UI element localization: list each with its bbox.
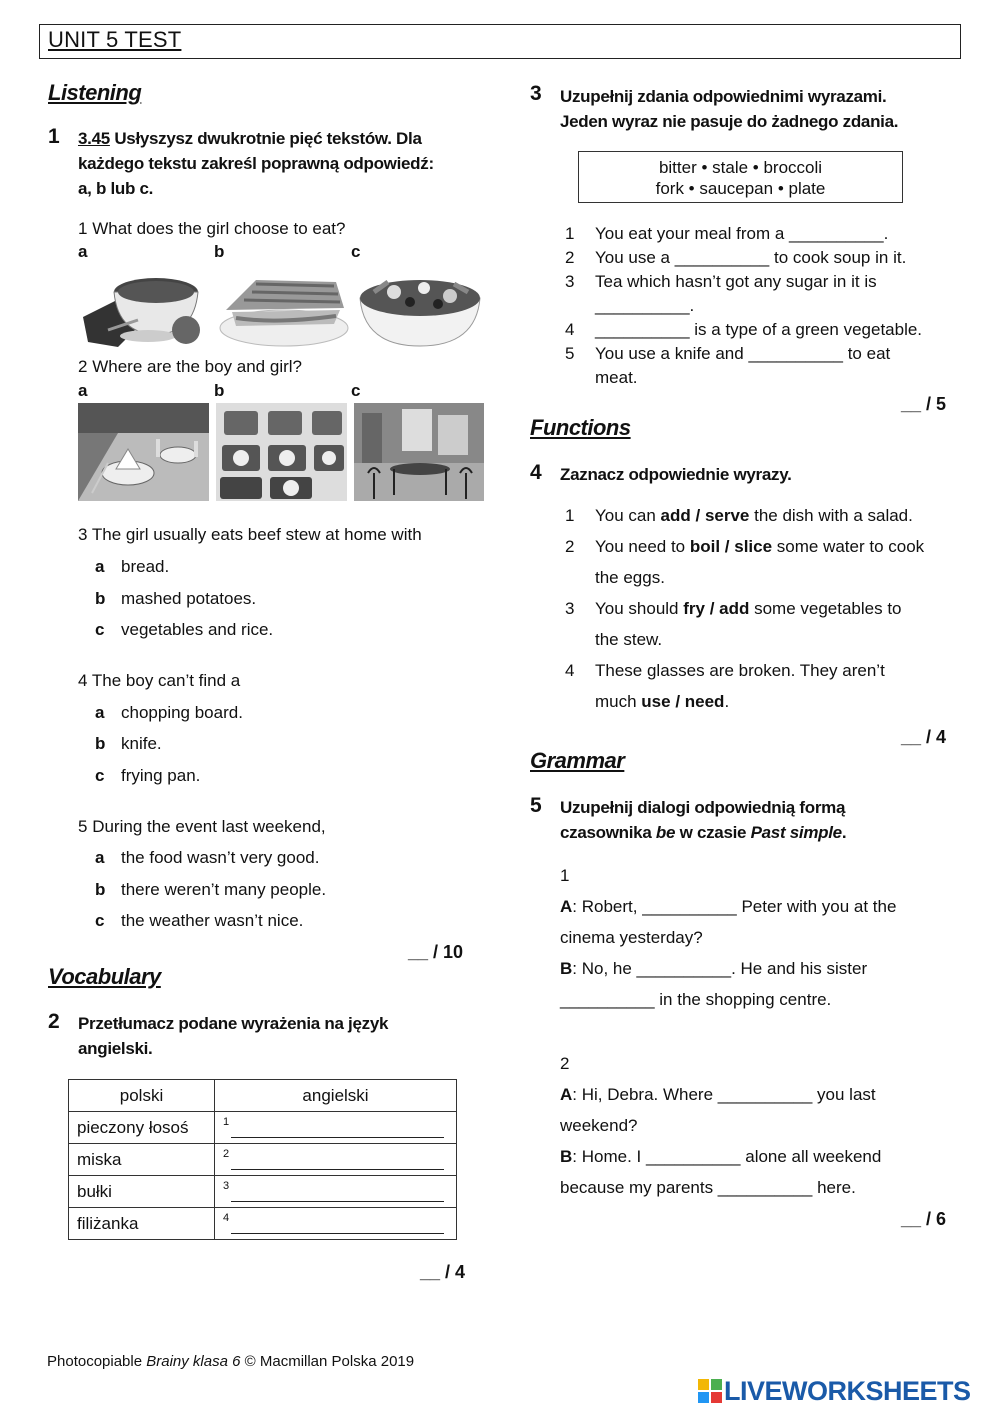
- option-letter-b: b: [214, 381, 225, 400]
- option-a[interactable]: a the food wasn’t very good.: [95, 848, 320, 867]
- exercise-number: 3: [530, 82, 542, 105]
- dialog-line[interactable]: B: No, he __________. He and his sister: [560, 959, 868, 978]
- option-a[interactable]: a bread.: [95, 557, 170, 576]
- option-b[interactable]: b there weren’t many people.: [95, 880, 327, 899]
- option-b[interactable]: b knife.: [95, 734, 162, 753]
- dialog-line: cinema yesterday?: [560, 928, 703, 947]
- choice-words[interactable]: use / need: [641, 692, 725, 711]
- table-header-row: [69, 1080, 457, 1112]
- choice-words[interactable]: fry / add: [683, 599, 750, 618]
- grammar-instruction: Uzupełnij dialogi odpowiednią formą czasownika be w czasie Past simple.: [560, 798, 847, 842]
- answer-cell[interactable]: 4: [215, 1208, 457, 1240]
- answer-line[interactable]: [231, 1233, 444, 1234]
- dialog-line[interactable]: B: Home. I __________ alone all weekend: [560, 1147, 882, 1166]
- option-letter-c: c: [351, 242, 361, 261]
- option-c[interactable]: c frying pan.: [95, 766, 201, 785]
- vocabulary-instruction: Przetłumacz podane wyrażenia na język angielski.: [78, 1014, 389, 1058]
- liveworksheets-logo[interactable]: LIVEWORKSHEETS: [698, 1376, 971, 1407]
- exercise-number: 1: [48, 125, 60, 148]
- dialog-line[interactable]: A: Robert, __________ Peter with you at the: [560, 897, 897, 916]
- dialog-line: weekend?: [560, 1116, 638, 1135]
- track-number: 3.45: [78, 129, 110, 148]
- dialog-2: [560, 1048, 881, 1203]
- sentence-item: 3 You should fry / add some vegetables to: [565, 599, 902, 618]
- listening-heading: Listening: [48, 80, 142, 105]
- listening-question-2: 2 Where are the boy and girl?: [78, 357, 302, 376]
- sentence-item[interactable]: 3 Tea which hasn’t got any sugar in it is: [565, 272, 877, 291]
- listening-question-1: 1 What does the girl choose to eat?: [78, 219, 346, 238]
- choice-words[interactable]: boil / slice: [689, 537, 773, 556]
- exercise-3-items: 1 You eat your meal from a __________. 2 You use a __________ to cook soup in it. 3 Tea which hasn’t got any sugar in it is __________. 4 __________ is a type of a green vegetable. 5 You use a knife and __________ to eat meat.: [565, 224, 923, 387]
- table-row: [69, 1176, 457, 1208]
- sentence-item: 2 You need to boil / slice some water to cook: [565, 537, 925, 556]
- dialog-line[interactable]: A: Hi, Debra. Where __________ you last: [560, 1085, 876, 1104]
- dialog-line[interactable]: because my parents __________ here.: [560, 1178, 856, 1197]
- vocabulary-table: [68, 1079, 457, 1240]
- listening-score: __ / 10: [408, 942, 464, 962]
- exercise-number: 4: [530, 461, 542, 484]
- table-row: [69, 1112, 457, 1144]
- sentence-item[interactable]: 2 You use a __________ to cook soup in it.: [565, 248, 907, 267]
- column-header-angielski: angielski: [215, 1080, 457, 1112]
- sentence-item: 1 You can add / serve the dish with a salad.: [565, 506, 913, 525]
- listening-question-4: 4 The boy can’t find a: [78, 671, 241, 690]
- copyright-footer: Photocopiable Brainy klasa 6 © Macmillan Polska 2019: [47, 1353, 415, 1370]
- option-a[interactable]: a chopping board.: [95, 703, 243, 722]
- sandwich-image[interactable]: [216, 262, 350, 350]
- option-letter-b: b: [214, 242, 225, 261]
- listening-question-5: 5 During the event last weekend,: [78, 817, 326, 836]
- dialog-number: 2: [560, 1054, 570, 1073]
- salad-image[interactable]: [354, 262, 484, 350]
- sentence-item: 4 These glasses are broken. They aren’t: [565, 661, 885, 680]
- option-letter-c: c: [351, 381, 361, 400]
- functions-items: 1 You can add / serve the dish with a salad. 2 You need to boil / slice some water to cook the eggs. 3 You should fry / add some vegetables to the stew. 4 These glasses are broken. They aren’t much use / need.: [565, 500, 924, 717]
- option-letter-a: a: [78, 381, 88, 400]
- answer-line[interactable]: [231, 1169, 444, 1170]
- column-header-polski: polski: [69, 1080, 215, 1112]
- exercise-number: 2: [48, 1010, 60, 1033]
- polish-word: pieczony łosoś: [69, 1112, 215, 1144]
- option-c[interactable]: c the weather wasn’t nice.: [95, 911, 304, 930]
- polish-word: filiżanka: [69, 1208, 215, 1240]
- dialog-1: [560, 860, 896, 1015]
- option-c[interactable]: c vegetables and rice.: [95, 620, 274, 639]
- option-letter-a: a: [78, 242, 88, 261]
- sentence-item[interactable]: 1 You eat your meal from a __________.: [565, 224, 889, 243]
- exercise-3-score: __ / 5: [901, 394, 947, 414]
- exercise-number: 5: [530, 794, 542, 817]
- restaurant-table-image[interactable]: [78, 403, 209, 501]
- word-box: bitter • stale • broccoli fork • saucepan • plate: [578, 151, 903, 203]
- grammar-score: __ / 6: [901, 1209, 947, 1229]
- functions-score: __ / 4: [901, 727, 947, 747]
- answer-line[interactable]: [231, 1201, 444, 1202]
- sentence-item[interactable]: 5 You use a knife and __________ to eat: [565, 344, 891, 363]
- table-row: [69, 1144, 457, 1176]
- answer-cell[interactable]: 1: [215, 1112, 457, 1144]
- listening-instruction: 3.45 Usłyszysz dwukrotnie pięć tekstów. Dla każdego tekstu zakreśl poprawną odpowiedź: a, b lub c.: [78, 129, 434, 198]
- dialog-number: 1: [560, 866, 570, 885]
- vocabulary-score: __ / 4: [420, 1262, 466, 1282]
- liveworksheets-icon: [698, 1379, 722, 1403]
- unit-title-box: [39, 24, 961, 59]
- table-row: [69, 1208, 457, 1240]
- option-b[interactable]: b mashed potatoes.: [95, 589, 257, 608]
- soup-image[interactable]: [78, 262, 208, 350]
- choice-words[interactable]: add / serve: [660, 506, 750, 525]
- vocabulary-heading: Vocabulary: [48, 964, 161, 989]
- answer-line[interactable]: [231, 1137, 444, 1138]
- listening-question-3: 3 The girl usually eats beef stew at home with: [78, 525, 422, 544]
- polish-word: bułki: [69, 1176, 215, 1208]
- answer-cell[interactable]: 2: [215, 1144, 457, 1176]
- canteen-trays-image[interactable]: [216, 403, 347, 501]
- dialog-line[interactable]: __________ in the shopping centre.: [560, 990, 832, 1009]
- cafe-interior-image[interactable]: [354, 403, 484, 501]
- sentence-item[interactable]: 4 __________ is a type of a green vegetable.: [565, 320, 923, 339]
- unit-title: UNIT 5 TEST: [48, 27, 182, 52]
- answer-cell[interactable]: 3: [215, 1176, 457, 1208]
- functions-heading: Functions: [530, 415, 631, 440]
- functions-instruction: Zaznacz odpowiednie wyrazy.: [560, 465, 792, 484]
- polish-word: miska: [69, 1144, 215, 1176]
- exercise-3-instruction: Uzupełnij zdania odpowiednimi wyrazami. Jeden wyraz nie pasuje do żadnego zdania.: [560, 87, 899, 131]
- grammar-heading: Grammar: [530, 748, 625, 773]
